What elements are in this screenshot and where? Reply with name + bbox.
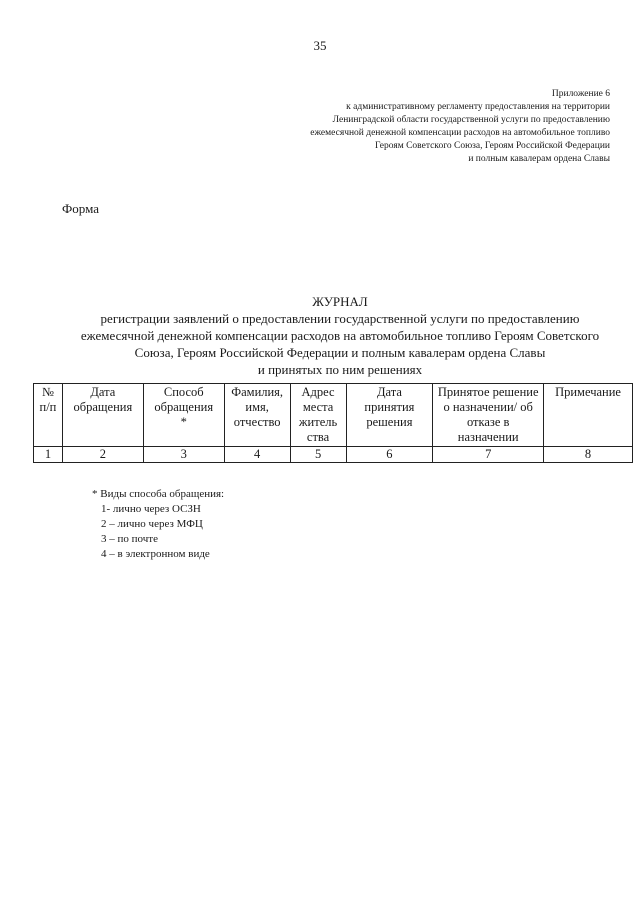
page-number: 35 <box>313 38 327 53</box>
column-number: 8 <box>544 447 633 463</box>
table-number-row <box>34 447 633 463</box>
journal-subtitle-line: и принятых по ним решениях <box>257 362 423 377</box>
journal-title: ЖУРНАЛ <box>312 294 368 309</box>
journal-subtitle-line: регистрации заявлений о предоставлении государственной услуги по предоставлению <box>100 311 580 326</box>
table-header-row <box>34 384 633 447</box>
column-number: 3 <box>143 447 224 463</box>
column-number: 2 <box>62 447 143 463</box>
column-header-address: Адрес места житель ства <box>290 384 346 447</box>
column-header-request-date: Дата обращения <box>62 384 143 447</box>
appendix-line: ежемесячной денежной компенсации расходов на автомобильное топливо <box>310 128 610 138</box>
journal-subtitle-line: Союза, Героям Российской Федерации и полным кавалерам ордена Славы <box>134 345 546 360</box>
column-header-decision: Принятое решение о назначении/ об отказе в назначении <box>433 384 544 447</box>
notes-item: 3 – по почте <box>101 533 158 545</box>
appendix-line: и полным кавалерам ордена Славы <box>468 154 610 164</box>
notes-title: * Виды способа обращения: <box>92 488 225 500</box>
registration-table <box>33 383 633 463</box>
column-header-decision-date: Дата принятия решения <box>346 384 433 447</box>
notes-item: 4 – в электронном виде <box>101 548 210 560</box>
notes-item: 1- лично через ОСЗН <box>101 503 201 515</box>
form-label: Форма <box>62 201 99 216</box>
column-header-full-name: Фамилия, имя, отчество <box>224 384 290 447</box>
appendix-line: Героям Советского Союза, Героям Российской Федерации <box>375 141 610 151</box>
column-number: 7 <box>433 447 544 463</box>
appendix-line: Приложение 6 <box>551 89 610 99</box>
appendix-line: Ленинградской области государственной услуги по предоставлению <box>332 115 610 125</box>
request-method-notes <box>92 487 224 562</box>
column-number: 5 <box>290 447 346 463</box>
appendix-line: к административному регламенту предоставления на территории <box>346 102 610 112</box>
column-header-request-method: Способ обращения * <box>143 384 224 447</box>
column-number: 6 <box>346 447 433 463</box>
column-number: 4 <box>224 447 290 463</box>
column-number: 1 <box>34 447 63 463</box>
notes-item: 2 – лично через МФЦ <box>101 518 203 530</box>
column-header-note: Примечание <box>544 384 633 447</box>
journal-heading <box>40 293 640 378</box>
column-header-number: № п/п <box>34 384 63 447</box>
journal-subtitle-line: ежемесячной денежной компенсации расходов на автомобильное топливо Героям Советского <box>80 328 600 343</box>
appendix-header <box>250 88 610 166</box>
